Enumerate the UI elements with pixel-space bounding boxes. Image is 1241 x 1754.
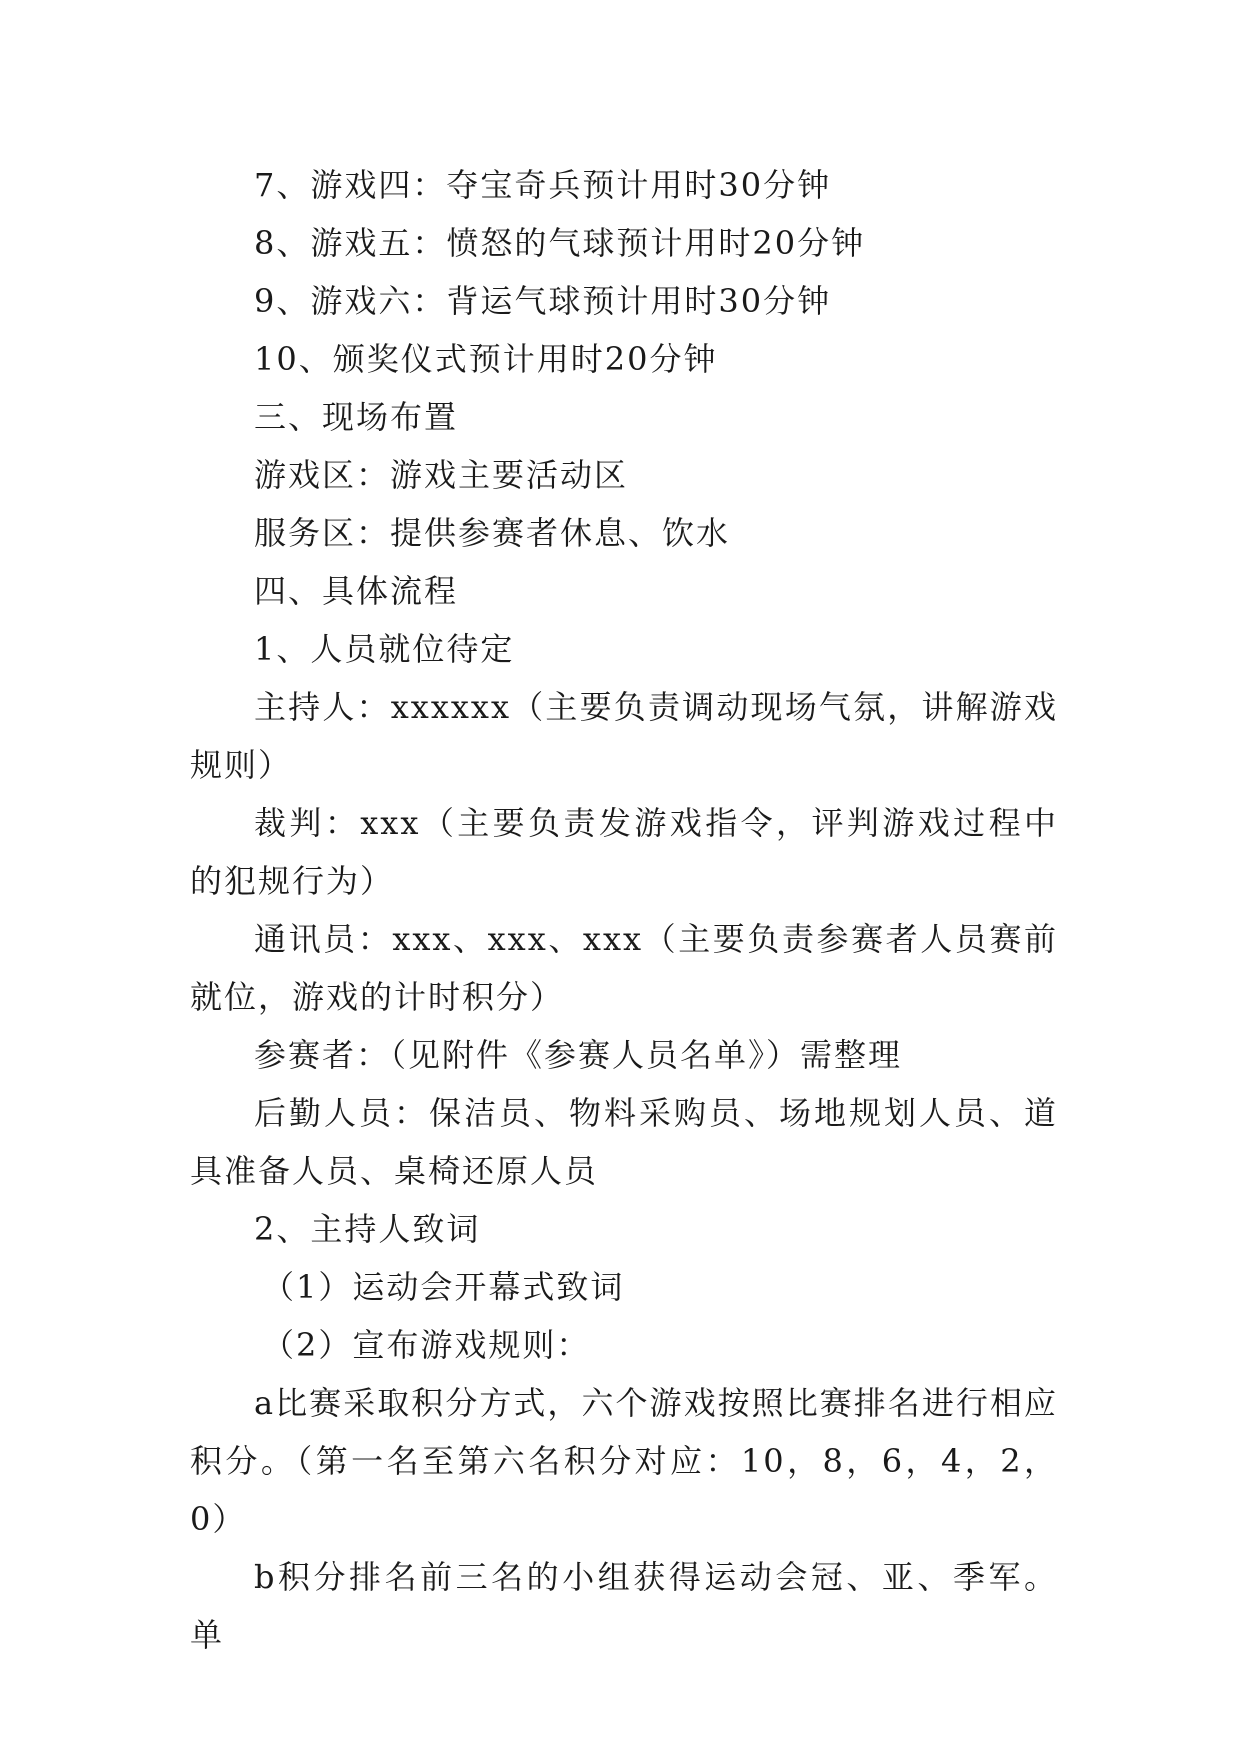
paragraph-correspondent: 通讯员：xxx、xxx、xxx（主要负责参赛者人员赛前就位，游戏的计时积分）	[190, 920, 1058, 1016]
paragraph-game-six: 9、游戏六：背运气球预计用时30分钟	[254, 282, 832, 320]
paragraph-rule-a: a比赛采取积分方式，六个游戏按照比赛排名进行相应积分。（第一名至第六名积分对应：10，8，6，4，2，0）	[190, 1384, 1058, 1538]
paragraph-game-area: 游戏区：游戏主要活动区	[254, 456, 629, 494]
paragraph-referee: 裁判：xxx（主要负责发游戏指令，评判游戏过程中的犯规行为）	[190, 804, 1058, 900]
document-body	[190, 156, 1058, 1664]
paragraph-host: 主持人：xxxxxx（主要负责调动现场气氛，讲解游戏规则）	[190, 688, 1058, 784]
paragraph-opening-speech: （1）运动会开幕式致词	[262, 1268, 625, 1306]
section-heading-venue-layout: 三、现场布置	[254, 398, 459, 436]
paragraph-service-area: 服务区：提供参赛者休息、饮水	[254, 514, 731, 552]
paragraph-game-five: 8、游戏五：愤怒的气球预计用时20分钟	[254, 224, 866, 262]
paragraph-rule-b: b积分排名前三名的小组获得运动会冠、亚、季军。单	[190, 1558, 1058, 1654]
section-heading-process: 四、具体流程	[254, 572, 459, 610]
paragraph-logistics: 后勤人员：保洁员、物料采购员、场地规划人员、道具准备人员、桌椅还原人员	[190, 1094, 1058, 1190]
paragraph-award-ceremony: 10、颁奖仪式预计用时20分钟	[254, 340, 718, 378]
paragraph-game-four: 7、游戏四：夺宝奇兵预计用时30分钟	[254, 166, 832, 204]
paragraph-participants: 参赛者：（见附件《参赛人员名单》）需整理	[254, 1036, 903, 1074]
paragraph-host-speech: 2、主持人致词	[254, 1210, 481, 1248]
paragraph-staff-positions: 1、人员就位待定	[254, 630, 515, 668]
paragraph-announce-rules: （2）宣布游戏规则：	[262, 1326, 591, 1364]
